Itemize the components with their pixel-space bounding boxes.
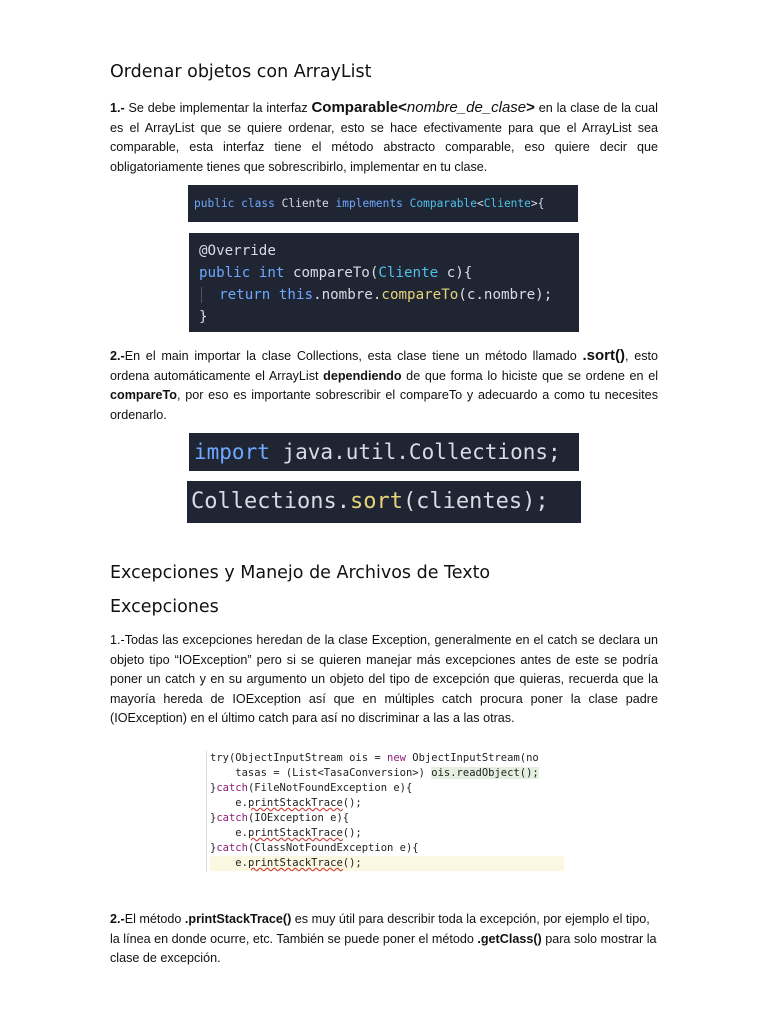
code-snippet-import: import java.util.Collections; [189,433,579,471]
code-snippet-try-catch: try(ObjectInputStream ois = new ObjectInputStream(no tasas = (List<TasaConversion>) ois.readObject(); }catch(FileNotFoundException e){ e.printStackTrace(); }catch(IOException e){ e.printStackTrace(); }catch(ClassNotFoundException e){ e.printStackTrace(); [206,751,564,872]
step-number: 1.- [110,101,125,115]
inline-code-printstacktrace: .printStackTrace() [184,912,292,926]
inline-code-sort: .sort() [582,347,625,364]
text-run: en la clase de la cual es el ArrayList que se quiere ordenar, esto se hace efectivamente para que el ArrayList sea comparable, esta interfaz tiene el método abstracto comparable, eso quiere decir que obligatoriamente tienes que sobrescribirlo, implementar en tu clase. [110,101,658,174]
code-snippet-compareto: @Override public int compareTo(Cliente c){ return this.nombre.compareTo(c.nombre); } [189,233,579,332]
code-snippet-sort-call: Collections.sort(clientes); [187,481,581,523]
step-number: 2.- [110,912,125,926]
paragraph-comparable [110,98,658,177]
inline-code-getclass: .getClass() [477,931,542,946]
section-title-arraylist: Ordenar objetos con ArrayList [110,62,372,82]
code-snippet-class-declaration: public class Cliente implements Comparable<Cliente>{ [188,185,578,222]
subsection-title-excepciones: Excepciones [110,597,219,617]
paragraph-collections: 2.-En el main importar la clase Collections, esta clase tiene un método llamado .sort(), esto ordena automáticamente el ArrayList dependiendo de que forma lo hiciste que se ordene en el compareTo, por eso es importante sobrescribir el compareTo y adecuardo a como tu necesites ordenarlo. [110,347,658,422]
section-title-excepciones-archivos: Excepciones y Manejo de Archivos de Texto [110,563,491,583]
text-run: Se debe implementar la interfaz [124,101,312,115]
inline-code-comparable: Comparable<nombre_de_clase> [311,99,535,116]
paragraph-printstacktrace: 2.-El método .printStackTrace() es muy útil para describir toda la excepción, por ejemplo el tipo, la línea en donde ocurre, etc. También se puede poner el método .getClass() para solo mostrar la clase de excepción. [110,912,657,965]
step-number: 2.- [110,349,125,363]
paragraph-exceptions: 1.-Todas las excepciones heredan de la clase Exception, generalmente en el catch se declara un objeto tipo “IOException” pero si se quieren manejar más excepciones antes de este se podría poner un catch y en su argumento un objeto del tipo de excepción que quieras, recuerda que la mayoría hereda de IOException así que en múltiples catch procura poner la clase padre (IOException) en el último catch para así no discriminar a las a las otras. [110,633,658,725]
